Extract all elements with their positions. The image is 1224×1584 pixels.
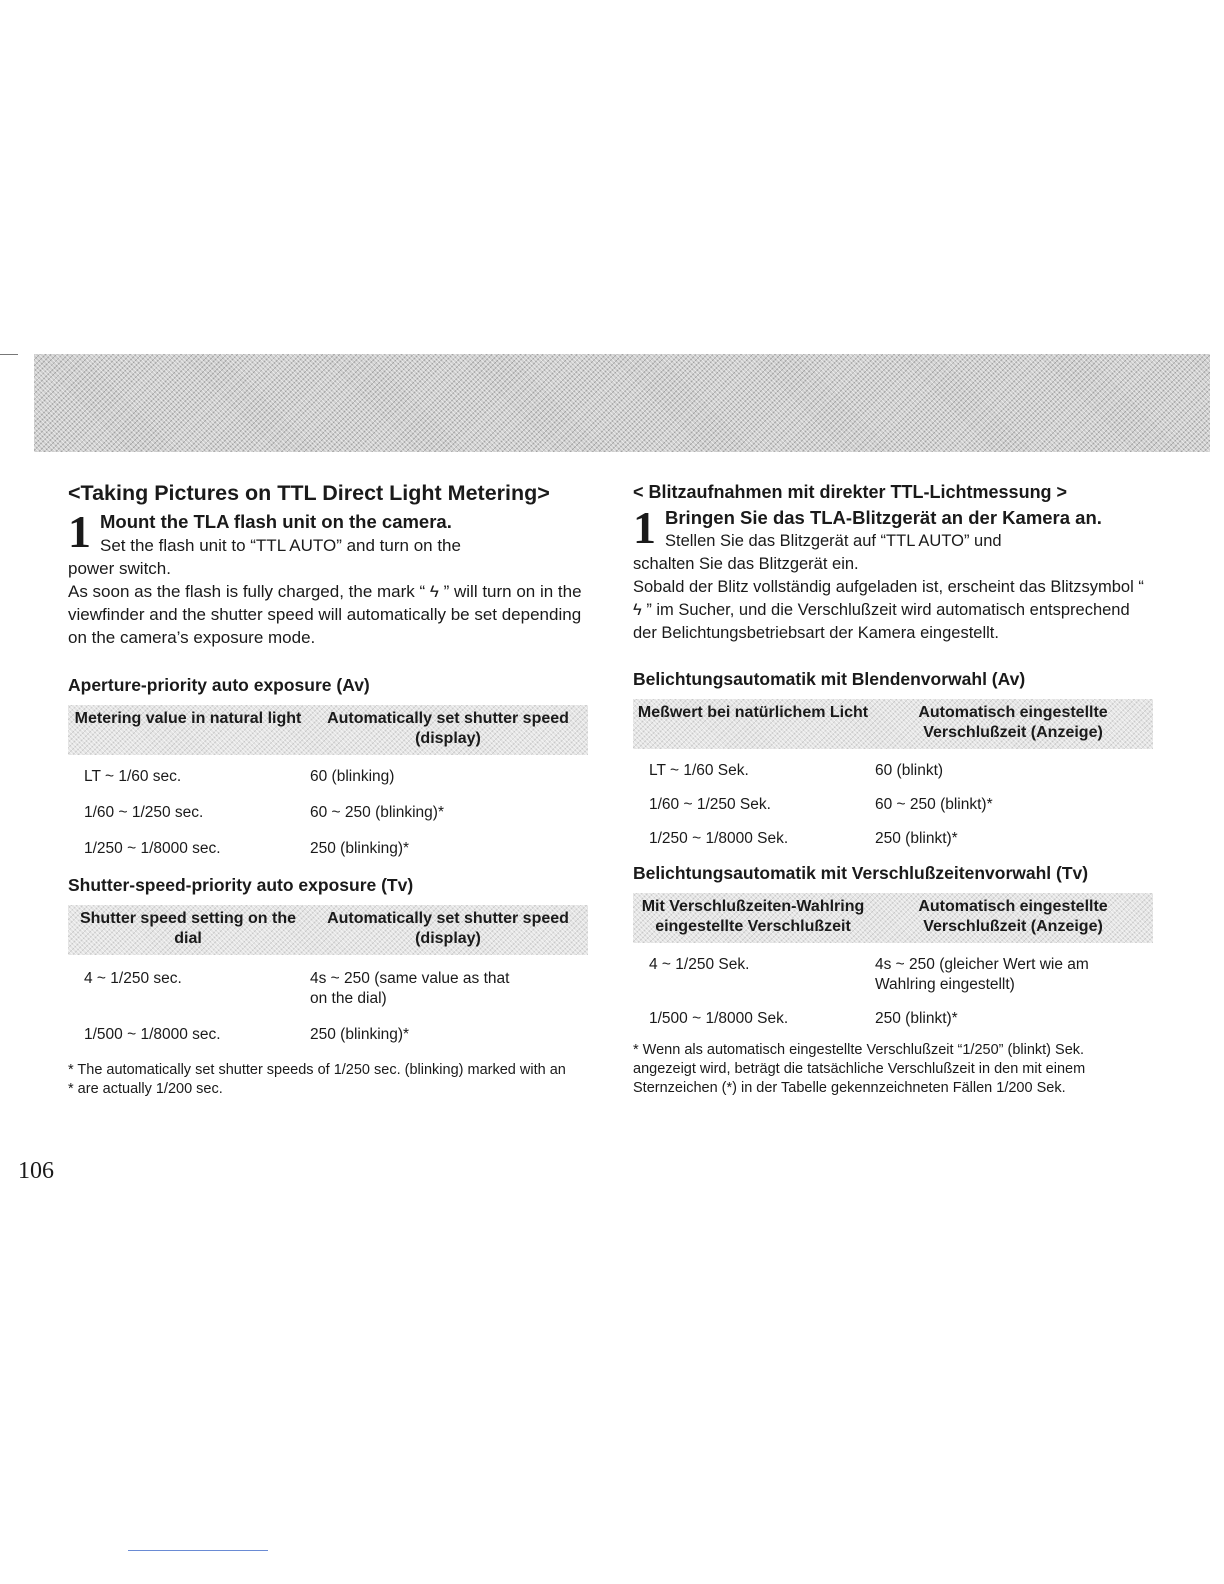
english-column: [68, 480, 588, 1099]
english-av-row1-col2: 60 (blinking): [310, 768, 395, 785]
english-av-header-col2: Automatically set shutter speed (display): [327, 710, 569, 747]
german-step-body-line1: Stellen Sie das Blitzgerät auf “TTL AUTO” und: [665, 532, 1002, 550]
english-av-row1-col1: LT ~ 1/60 sec.: [84, 768, 182, 785]
english-tv-title: Shutter-speed-priority auto exposure (Tv): [68, 875, 414, 895]
german-step-body-rest: schalten Sie das Blitzgerät ein.: [633, 555, 859, 573]
german-paragraph: Sobald der Blitz vollständig aufgeladen ist, erscheint das Blitzsymbol “ ϟ ” im Sucher, und die Verschlußzeit wird automatisch entsprechend der Belichtungsbetriebsart der Kamera eingestellt.: [633, 578, 1144, 642]
german-tv-row2-col1: 1/500 ~ 1/8000 Sek.: [649, 1010, 789, 1027]
german-tv-table-header: [633, 893, 1153, 943]
english-tv-header-col2: Automatically set shutter speed (display): [327, 910, 569, 947]
english-tv-row2-col2: 250 (blinking)*: [310, 1026, 410, 1043]
german-tv-row2-col2: 250 (blinkt)*: [875, 1010, 958, 1027]
english-av-title: Aperture-priority auto exposure (Av): [68, 675, 370, 695]
german-av-table-header: [633, 699, 1153, 749]
english-tv-row1-col2: 4s ~ 250 (same value as that on the dial): [310, 970, 510, 1007]
table-row: [68, 839, 588, 859]
german-av-header-col1: Meßwert bei natürlichem Licht: [637, 704, 869, 721]
english-tv-row1-col1: 4 ~ 1/250 sec.: [84, 970, 182, 987]
german-tv-header-col2: Automatisch eingestellte Verschlußzeit (Anzeige): [918, 898, 1108, 935]
english-av-row3-col2: 250 (blinking)*: [310, 840, 410, 857]
german-footnote: * Wenn als automatisch eingestellte Verschlußzeit “1/250” (blinkt) Sek. angezeigt wird, beträgt die tatsächliche Verschlußzeit in den mit einem Sternzeichen (*) in der Tabelle gekennzeichneten Fällen 1/200 Sek.: [633, 1042, 1086, 1096]
english-av-header-col1: Metering value in natural light: [74, 710, 302, 727]
english-step-body-rest: power switch.: [68, 559, 171, 578]
english-footnote: * The automatically set shutter speeds of 1/250 sec. (blinking) marked with an * are actually 1/200 sec.: [68, 1062, 566, 1097]
table-row: [633, 795, 1153, 815]
german-av-row2-col2: 60 ~ 250 (blinkt)*: [875, 796, 993, 813]
german-av-title: Belichtungsautomatik mit Blendenvorwahl (Av): [633, 669, 1026, 689]
german-step-heading: Bringen Sie das TLA-Blitzgerät an der Kamera an.: [665, 507, 1102, 528]
german-tv-row1-col2: 4s ~ 250 (gleicher Wert wie am Wahlring eingestellt): [875, 956, 1089, 993]
table-row: [68, 969, 588, 1009]
table-row: [633, 955, 1153, 995]
german-av-row3-col1: 1/250 ~ 1/8000 Sek.: [649, 830, 789, 847]
english-tv-table-header: [68, 905, 588, 955]
german-tv-header-col1: Mit Verschlußzeiten-Wahlring eingestellte Verschlußzeit: [641, 898, 865, 935]
german-step-number: 1: [633, 502, 656, 553]
english-tv-row2-col1: 1/500 ~ 1/8000 sec.: [84, 1026, 221, 1043]
german-av-header-col2: Automatisch eingestellte Verschlußzeit (Anzeige): [918, 704, 1108, 741]
table-row: [633, 761, 1153, 781]
table-row: [68, 767, 588, 787]
german-tv-row1-col1: 4 ~ 1/250 Sek.: [649, 956, 750, 973]
german-av-row2-col1: 1/60 ~ 1/250 Sek.: [649, 796, 771, 813]
english-av-row3-col1: 1/250 ~ 1/8000 sec.: [84, 840, 221, 857]
english-av-row2-col2: 60 ~ 250 (blinking)*: [310, 804, 444, 821]
header-band: [34, 354, 1210, 452]
english-step-heading: Mount the TLA flash unit on the camera.: [100, 511, 452, 532]
english-av-table-header: [68, 705, 588, 755]
english-step-1: [68, 506, 588, 649]
page-edge-rule: [0, 354, 18, 355]
german-av-row1-col2: 60 (blinkt): [875, 762, 944, 779]
english-paragraph: As soon as the flash is fully charged, the mark “ ϟ ” will turn on in the viewfinder and the shutter speed will automatically be set depending on the camera’s exposure mode.: [68, 582, 582, 647]
english-step-number: 1: [68, 506, 91, 557]
page-number: 106: [18, 1158, 54, 1184]
bottom-rule: [128, 1550, 268, 1551]
table-row: [633, 829, 1153, 849]
german-av-row3-col2: 250 (blinkt)*: [875, 830, 958, 847]
table-row: [68, 1025, 588, 1045]
german-section-title: < Blitzaufnahmen mit direkter TTL-Lichtmessung >: [633, 482, 1068, 502]
english-step-body-line1: Set the flash unit to “TTL AUTO” and turn on the: [100, 536, 461, 555]
table-row: [68, 803, 588, 823]
german-step-1: [633, 502, 1153, 645]
english-section-title: <Taking Pictures on TTL Direct Light Metering>: [68, 481, 550, 505]
table-row: [633, 1009, 1153, 1029]
german-av-row1-col1: LT ~ 1/60 Sek.: [649, 762, 749, 779]
german-tv-title: Belichtungsautomatik mit Verschlußzeitenvorwahl (Tv): [633, 863, 1089, 883]
german-column: [633, 480, 1153, 1098]
english-av-row2-col1: 1/60 ~ 1/250 sec.: [84, 804, 204, 821]
english-tv-header-col1: Shutter speed setting on the dial: [79, 910, 296, 947]
